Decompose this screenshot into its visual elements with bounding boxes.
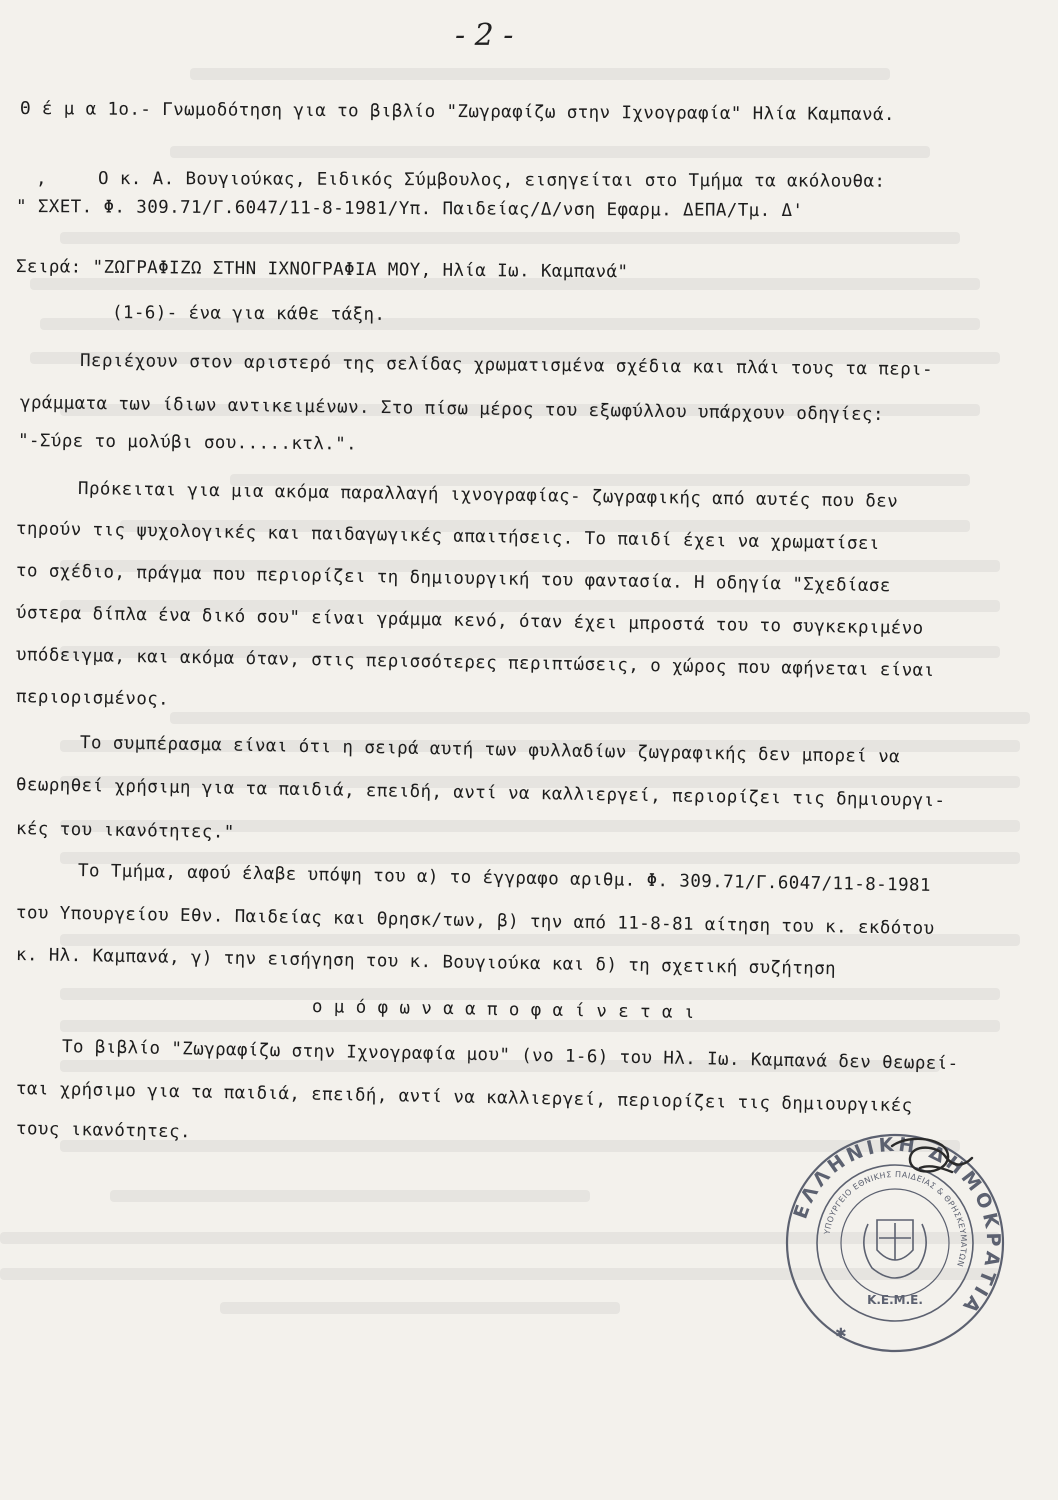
decision-line: ο μ ό φ ω ν α α π ο φ α ί ν ε τ α ι [311, 997, 695, 1024]
series-note: (1-6)- ένα για κάθε τάξη. [111, 303, 386, 325]
heading: Θ έ μ α 1ο.- Γνωμοδότηση για το βιβλίο "Ζωγραφίζω στην Ιχνογραφία" Ηλία Καμπανά. [19, 99, 895, 126]
intro-line: Ο κ. Α. Βουγιούκας, Ειδικός Σύμβουλος, εισηγείται στο Τμήμα τα ακόλουθα: [97, 169, 886, 192]
p3-line-2: θεωρηθεί χρήσιμη για τα παιδιά, επειδή, αντί να καλλιεργεί, περιορίζει τις δημιουργι- [15, 775, 946, 812]
p2-line-4: ύστερα δίπλα ένα δικό σου" είναι γράμμα κενό, όταν έχει μπροστά του το συγκεκριμένο [15, 603, 924, 639]
p2-line-6: περιορισμένος. [15, 687, 170, 710]
p2-line-2: τηρούν τις ψυχολογικές και παιδαγωγικές απαιτήσεις. Το παιδί έχει να χρωματίσει [15, 519, 880, 555]
bullet-mark: , [36, 169, 47, 189]
stamp-ring-text: ΕΛΛΗΝΙΚΗ ΔΗΜΟΚΡΑΤΙΑ [789, 1133, 1005, 1320]
p3-line-3: κές του ικανότητες." [15, 819, 235, 843]
p4-line-3: κ. Ηλ. Καμπανά, γ) την εισήγηση του κ. Βουγιούκα και δ) τη σχετική συζήτηση [15, 945, 837, 980]
p2-line-5: υπόδειγμα, και ακόμα όταν, στις περισσότερες περιπτώσεις, ο χώρος που αφήνεται είναι [15, 645, 935, 682]
stamp-star: ✱ [835, 1326, 847, 1342]
page-number: - 2 - [455, 18, 514, 53]
p5-line-3: τους ικανότητες. [15, 1119, 192, 1143]
p1-line-3: "-Σύρε το μολύβι σου.....κτλ.". [17, 431, 358, 455]
p5-line-2: ται χρήσιμο για τα παιδιά, επειδή, αντί να καλλιεργεί, περιορίζει τις δημιουργικές [15, 1079, 913, 1117]
p2-line-3: το σχέδιο, πράγμα που περιορίζει τη δημιουργική του φαντασία. Η οδηγία "Σχεδίασε [15, 561, 891, 597]
stamp-code: Κ.Ε.Μ.Ε. [867, 1293, 923, 1307]
p3-line-1: Το συμπέρασμα είναι ότι η σειρά αυτή των φυλλαδίων ζωγραφικής δεν μπορεί να [79, 733, 901, 768]
p1-line-2: γράμματα των ίδιων αντικειμένων. Στο πίσω μέρος του εξωφύλλου υπάρχουν οδηγίες: [19, 393, 884, 426]
series-title: Σειρά: "ΖΩΓΡΑΦΙΖΩ ΣΤΗΝ ΙΧΝΟΓΡΑΦΙΑ ΜΟΥ, Ηλία Ιω. Καμπανά" [15, 257, 629, 283]
p4-line-2: του Υπουργείου Εθν. Παιδείας και Θρησκ/των, β) την από 11-8-81 αίτηση του κ. εκδότου [15, 903, 935, 940]
p2-line-1: Πρόκειται για μια ακόμα παραλλαγή ιχνογραφίας- ζωγραφικής από αυτές που δεν [77, 479, 899, 512]
official-stamp-seal [780, 1128, 1010, 1358]
p4-line-1: Το Τμήμα, αφού έλαβε υπόψη του α) το έγγραφο αριθμ. Φ. 309.71/Γ.6047/11-8-1981 [77, 861, 932, 896]
stamp-inner-text: ΥΠΟΥΡΓΕΙΟ ΕΘΝΙΚΗΣ ΠΑΙΔΕΙΑΣ & ΘΡΗΣΚΕΥΜΑΤΩΝ [822, 1169, 969, 1269]
p5-line-1: Το βιβλίο "Ζωγραφίζω στην Ιχνογραφία μου" (νο 1-6) του Ηλ. Ιω. Καμπανά δεν θεωρεί- [61, 1037, 959, 1075]
reference-line: " ΣΧΕΤ. Φ. 309.71/Γ.6047/11-8-1981/Υπ. Παιδείας/Δ/νση Εφαρμ. ΔΕΠΑ/Τμ. Δ' [15, 197, 804, 222]
p1-line-1: Περιέχουν στον αριστερό της σελίδας χρωματισμένα σχέδια και πλάι τους τα περι- [79, 351, 934, 380]
coat-of-arms-icon [864, 1220, 926, 1278]
